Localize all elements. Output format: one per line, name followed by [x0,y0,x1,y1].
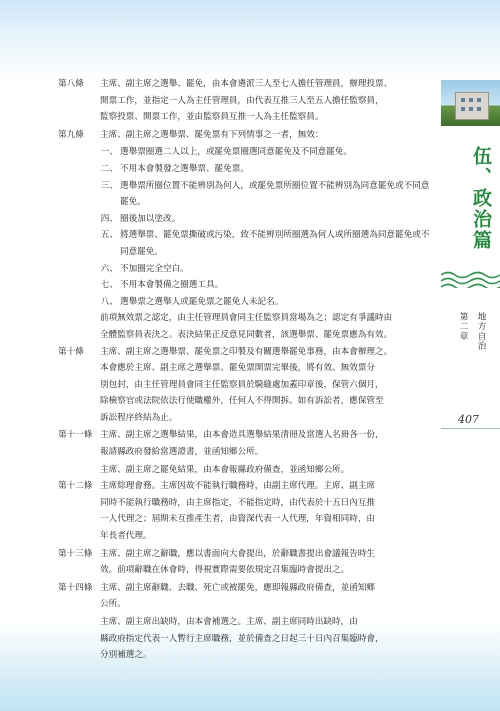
building-icon [455,92,489,120]
text-line: 前項無效票之認定，由主任管理員會同主任監察員當場為之；認定有爭議時由 [100,313,393,324]
text-line: 主席、副主席之選舉票、罷免票有下列情事之一者，無效： [100,129,324,140]
text-line: 主席、副主席之辭職，應以書面向大會提出，於辭職書提出會議報告時生 [100,548,376,559]
text-line: 主席、副主席之選舉票、罷免票之印製及有關選舉罷免事務，由本會辦理之。 [100,346,393,357]
window-icon [469,98,473,102]
list-item [100,227,434,260]
item-number: 五、 [100,230,118,241]
article-11-note [100,462,434,479]
article-number: 第九條 [58,129,84,140]
article-9-note [100,310,434,343]
list-item [100,211,434,228]
text-line: 除檢察官或法院依法行使職權外，任何人不得開拆。如有訴訟者，應保管至 [100,396,384,407]
text-line: 主席、副主席出缺時，由本會補選之。主席、副主席同時出缺時，由 [100,617,358,627]
page-number-rule [441,428,500,429]
text-line: 主席綜理會務。主席因故不能執行職務時，由副主席代理。主席、副主席 [100,481,376,492]
article-number: 第十條 [58,346,84,357]
chapter-sidebar [441,80,500,410]
article-9 [58,127,434,144]
text-line: 公所。 [100,599,126,610]
text-line: 年長者代理。 [100,531,152,542]
item-text: 選舉票之選舉人或罷免票之罷免人未記名。 [120,296,284,307]
article-14-note [100,614,434,664]
item-number: 四、 [100,213,118,224]
building-photo [441,80,500,126]
article-10 [58,344,434,427]
list-item [100,294,434,311]
article-11 [58,427,434,460]
chapter-name: 地方自治 [476,312,486,351]
item-text: 將選舉票、罷免票撕破或污染，致不能辨別所圈選為何人或所圈選為同意罷免或不同意罷免。 [120,230,430,257]
item-number: 三、 [100,180,118,191]
header-sky-band [0,0,500,80]
page-number: 407 [458,413,479,426]
item-text: 選舉票所圈位置不能辨別為何人，或罷免票所圈位置不能辨別為同意罷免或不同意罷免。 [120,180,430,208]
list-item [100,277,434,294]
article-13 [58,546,434,579]
text-line: 監察投票、開票工作，並由監察員互推一人為主任監察員。 [100,112,324,123]
text-line: 同時不能執行職務時，由主席指定，不能指定時，由代表於十五日內互推 [100,497,376,508]
item-text: 不用本會製備之圈選工具。 [120,280,224,291]
article-number: 第十三條 [58,548,93,559]
list-item [100,178,434,211]
article-12 [58,478,434,544]
article-14 [58,580,434,613]
article-number: 第八條 [58,79,84,89]
text-line: 主席、副主席之選舉、罷免，由本會遴派三人至七人擔任管理員，辦理投票、 [100,79,393,89]
list-item [100,261,434,278]
item-text: 圈後加以塗改。 [120,213,181,224]
text-line: 縣政府指定代表一人暫行主席職務，並於備查之日起三十日內召集臨時會， [100,633,384,644]
article-number: 第十一條 [58,430,93,441]
text-line: 別包封，由主任管理員會同主任監察員於騎縫處加蓋印章後，保管六個月， [100,379,384,390]
item-number: 二、 [100,163,118,174]
article-8 [58,76,434,126]
text-line: 主席、副主席之罷免結果，由本會報縣政府備查，並函知鄉公所。 [100,464,350,475]
item-number: 一、 [100,147,118,158]
item-number: 八、 [100,296,118,307]
text-line: 開票工作，並指定一人為主任管理員，由代表互推三人至五人擔任監察員， [100,95,384,106]
item-text: 不加圈完全空白。 [120,263,189,274]
section-title: 伍、政治篇 [470,146,492,251]
document-body [58,76,434,664]
window-icon [477,107,481,111]
window-icon [461,98,465,102]
window-icon [477,98,481,102]
chapter-number: 第二章 [458,312,468,341]
article-number: 第十四條 [58,582,93,593]
text-line: 本會應於主席、副主席之選舉票、罷免票開票完畢後，將有效、無效票分 [100,363,376,374]
item-number: 七、 [100,280,118,291]
text-line: 一人代理之；屆期未互推產生者，由資深代表一人代理，年資相同時，由 [100,514,376,525]
text-line: 效。前項辭職在休會時，得視實際需要依規定召集臨時會提出之。 [100,565,350,576]
text-line: 主席、副主席之選舉結果，由本會造具選舉結果清冊及當選人名冊各一份， [100,430,384,441]
text-line: 分別補選之。 [100,650,152,661]
list-item [100,161,434,178]
list-item [100,144,434,161]
wave-divider-icon [441,270,500,288]
article-number: 第十二條 [58,481,93,492]
window-icon [469,107,473,111]
item-text: 選舉票圈選二人以上，或罷免票圈選同意罷免及不同意罷免。 [120,147,353,158]
text-line: 報請縣政府發給當選證書，並函知鄉公所。 [100,447,264,458]
text-line: 訴訟程序終結為止。 [100,412,178,423]
item-text: 不用本會製發之選舉票、罷免票。 [120,163,249,174]
window-icon [461,107,465,111]
text-line: 全體監察員表決之。表決結果正反意見同數者，該選舉票、罷免票應為有效。 [100,329,393,340]
text-line: 主席、副主席辭職、去職、死亡或被罷免，應即報縣政府備查，並函知鄉 [100,582,376,593]
item-number: 六、 [100,263,118,274]
